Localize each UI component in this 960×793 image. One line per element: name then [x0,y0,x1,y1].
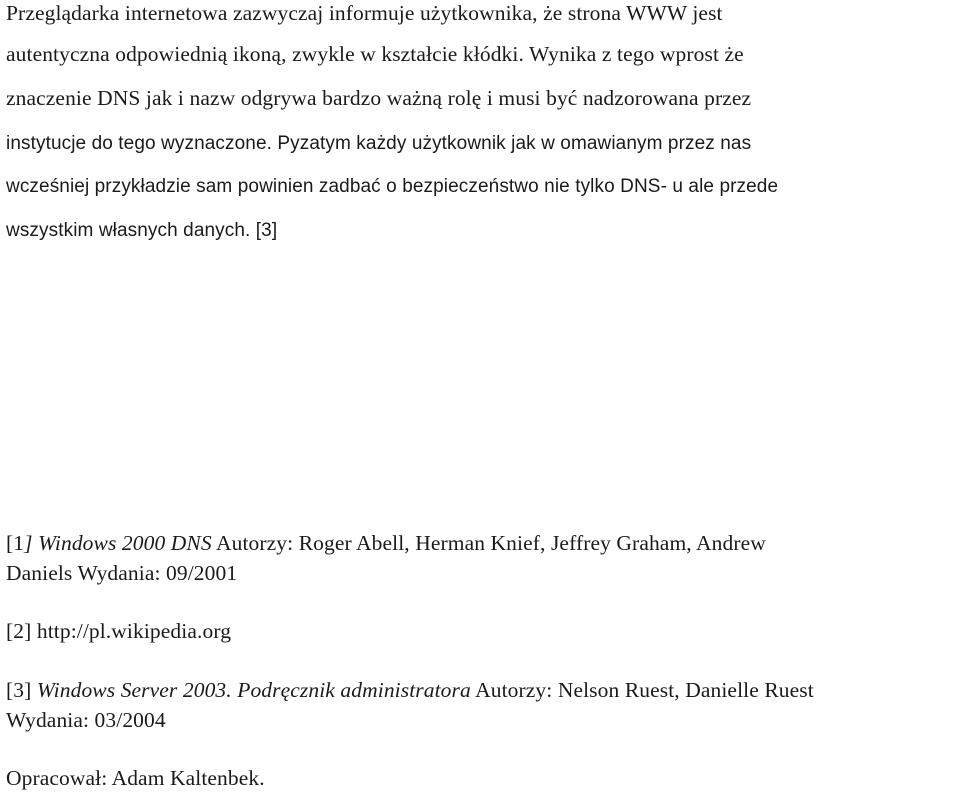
paragraph-line-3: znaczenie DNS jak i nazw odgrywa bardzo ważną rolę i musi być nadzorowana przez [6,86,752,110]
paragraph-line-4-part-a: instytucje do tego wyznaczone. [6,133,272,154]
reference-3-details: Autorzy: Nelson Ruest, Danielle Ruest [470,678,814,702]
paragraph-line-6: wszystkim własnych danych. [3] [6,220,278,241]
reference-1-line-1 [6,528,766,558]
reference-1-details: Autorzy: Roger Abell, Herman Knief, Jeffrey Graham, Andrew [211,531,766,555]
reference-3-title: Windows Server 2003. Podręcznik administratora [36,678,471,702]
reference-1-title: ] Windows 2000 DNS [24,531,212,555]
reference-1-line-2: Daniels Wydania: 09/2001 [6,561,238,585]
reference-2: [2] http://pl.wikipedia.org [6,619,232,643]
paragraph-line-4-part-b: Pyzatym każdy użytkownik jak w omawianym przez nas [272,133,752,154]
author-line: Opracował: Adam Kaltenbek. [6,766,265,790]
reference-1-number: [1 [6,531,25,555]
reference-3-number: [3] [6,678,37,702]
reference-3-line-1 [6,675,814,705]
paragraph-line-2: autentyczna odpowiednią ikoną, zwykle w kształcie kłódki. Wynika z tego wprost że [6,42,744,66]
paragraph-line-5: wcześniej przykładzie sam powinien zadbać o bezpieczeństwo nie tylko DNS- u ale przede [6,176,779,197]
reference-3-line-2: Wydania: 03/2004 [6,708,166,732]
paragraph-line-1: Przeglądarka internetowa zazwyczaj informuje użytkownika, że strona WWW jest [6,1,723,25]
paragraph-line-4 [6,127,751,159]
